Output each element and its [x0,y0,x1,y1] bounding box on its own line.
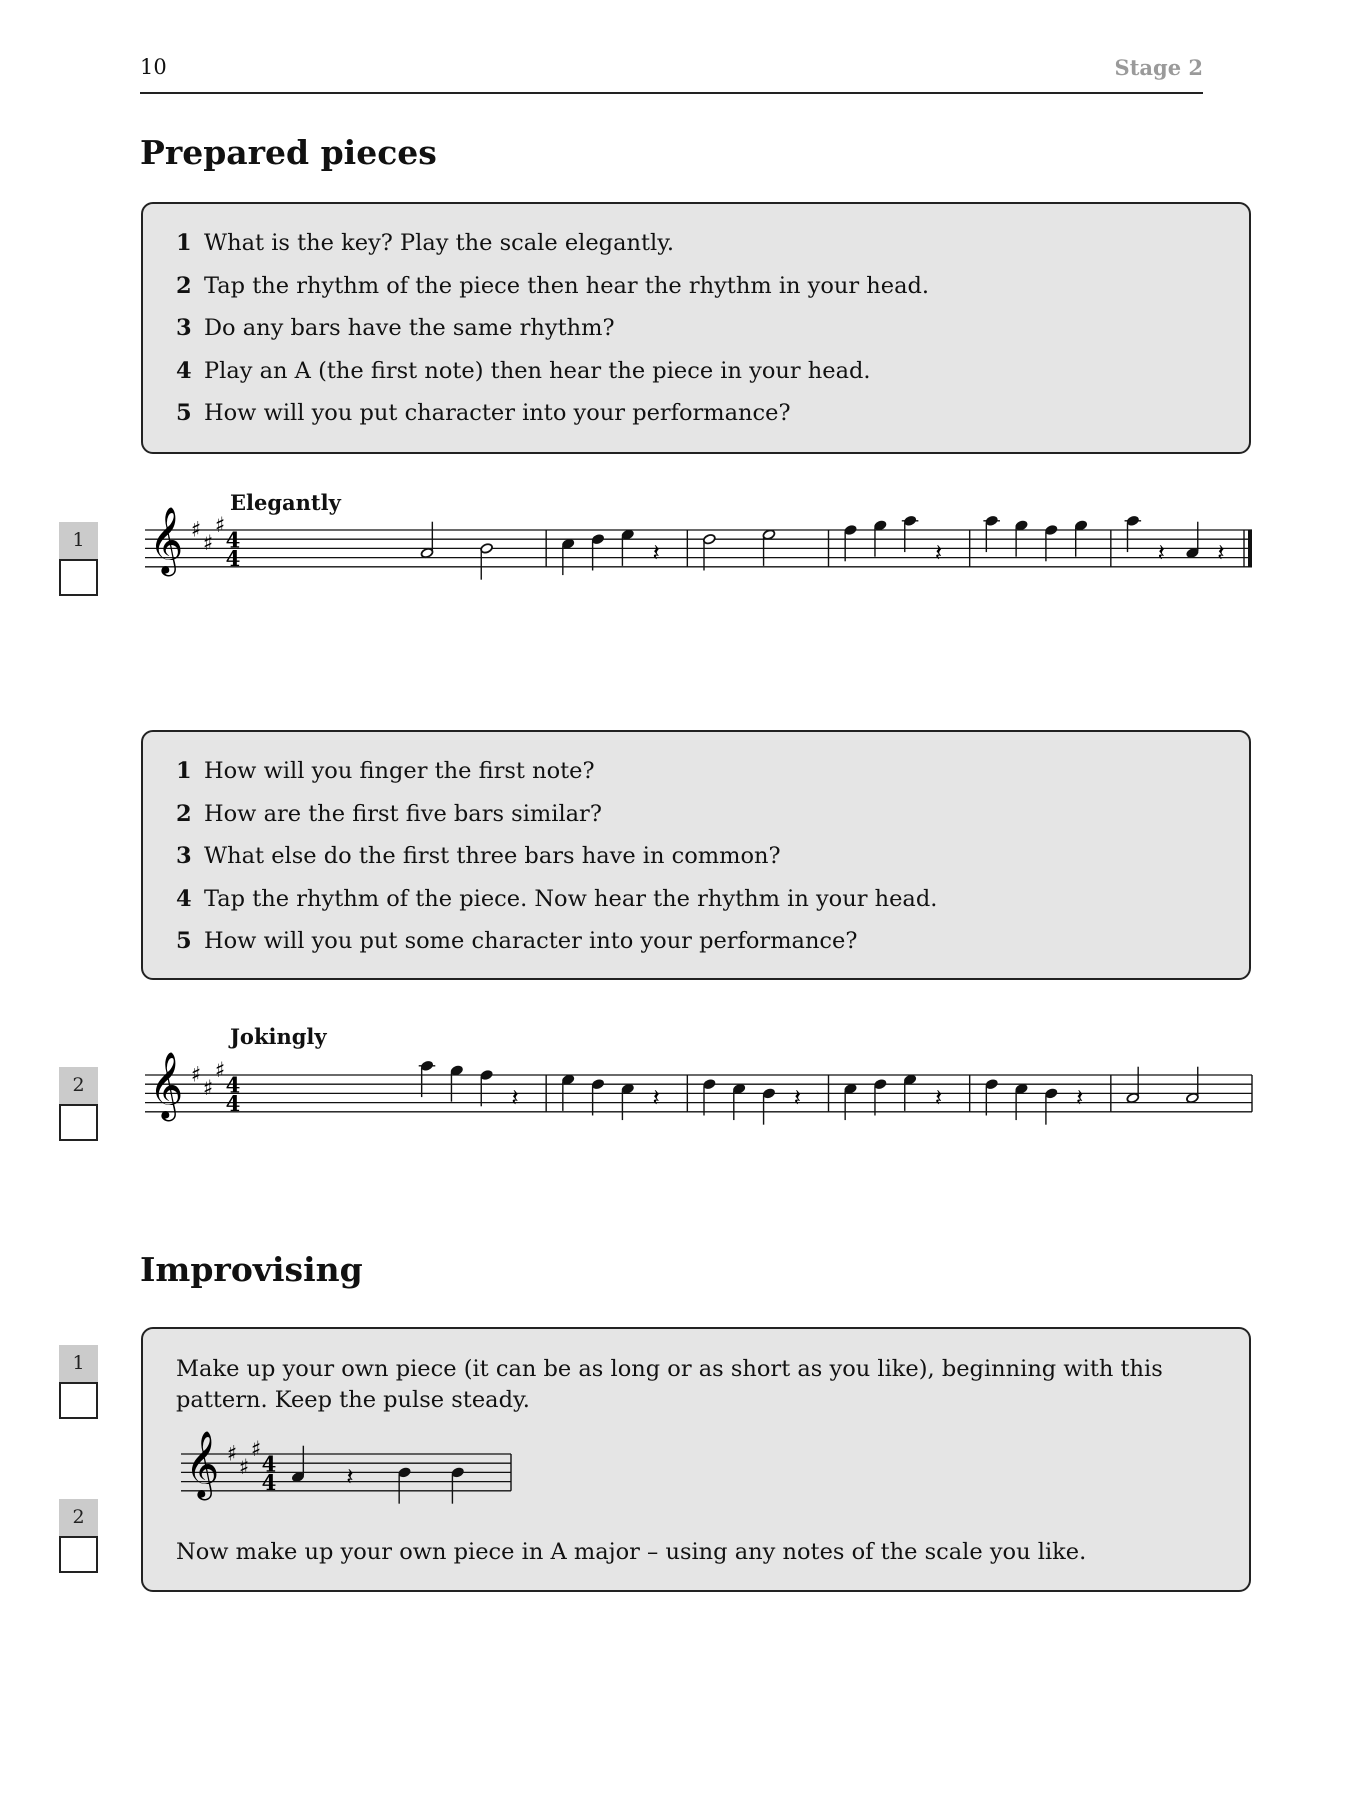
quarter-rest-icon: 𝄽 [934,1083,943,1112]
piece2-staff [140,1040,1255,1150]
checkbox-label: 2 [59,1067,98,1104]
sharp-icon: ♯ [251,1435,262,1461]
piece1-checkbox[interactable] [59,522,98,596]
improvising-checkbox-1[interactable] [59,1345,98,1419]
improvising-instruction-2: Now make up your own piece in A major – using any notes of the scale you like. [176,1539,1087,1565]
question-number: 3 [176,843,192,869]
piece2-questions-box [141,730,1251,980]
quarter-rest-icon: 𝄽 [1076,1083,1084,1112]
question-number: 2 [176,800,192,827]
question-item [176,230,929,273]
header-rule [140,92,1203,94]
question-item [176,315,929,358]
question-text: Tap the rhythm of the piece then hear the rhythm in your head. [204,272,930,299]
page-number: 10 [140,55,167,79]
quarter-rest-icon: 𝄽 [652,1083,660,1112]
question-item [176,358,929,401]
question-number: 3 [176,315,192,341]
question-item [176,273,929,316]
question-number: 2 [176,272,192,299]
piece2-tempo-marking: Jokingly [230,1024,327,1049]
sharp-icon: ♯ [215,1056,226,1082]
question-number: 4 [176,885,192,912]
question-item [176,801,937,844]
sharp-icon: ♯ [215,511,226,537]
improvising-instruction-1: Make up your own piece (it can be as long or as short as you like), beginning with this pattern. Keep the pulse steady. [176,1356,1163,1413]
question-item [176,400,929,443]
question-number: 5 [176,928,192,954]
checkbox-square[interactable] [59,559,98,596]
question-text: Tap the rhythm of the piece. Now hear the rhythm in your head. [204,885,938,912]
sharp-icon: ♯ [191,516,202,542]
checkbox-square[interactable] [59,1536,98,1573]
quarter-rest-icon: 𝄽 [934,538,943,567]
question-number: 1 [176,758,192,784]
prepared-pieces-heading: Prepared pieces [140,133,437,172]
checkbox-label: 1 [59,1345,98,1382]
question-number: 5 [176,400,192,426]
quarter-rest-icon: 𝄽 [1157,538,1165,567]
piece1-tempo-marking: Elegantly [230,490,341,515]
question-text: How will you put character into your performance? [204,400,791,426]
question-text: How will you put some character into your performance? [204,928,858,954]
checkbox-label: 2 [59,1499,98,1536]
time-signature-digit: 4 [225,545,241,571]
piece1-questions [176,230,929,443]
improvising-heading: Improvising [140,1250,363,1289]
sharp-icon: ♯ [203,1075,214,1101]
question-text: Play an A (the first note) then hear the piece in your head. [204,357,871,384]
checkbox-label: 1 [59,522,98,559]
sharp-icon: ♯ [203,530,214,556]
piece1-questions-box [141,202,1251,454]
question-item [176,758,937,801]
piece2-checkbox[interactable] [59,1067,98,1141]
improvising-checkbox-2[interactable] [59,1499,98,1573]
piece2-questions [176,758,937,971]
question-text: How will you finger the first note? [204,758,595,784]
quarter-rest-icon: 𝄽 [1217,538,1225,567]
question-number: 4 [176,357,192,384]
question-item [176,928,937,971]
quarter-rest-icon: 𝄽 [511,1083,519,1112]
time-signature-digit: 4 [261,1451,277,1477]
sharp-icon: ♯ [239,1454,250,1480]
final-bar-line [1248,530,1252,567]
time-signature-digit: 4 [225,1072,241,1098]
treble-clef-icon: 𝄞 [149,1050,184,1119]
time-signature-digit: 4 [225,1090,241,1116]
quarter-rest-icon: 𝄽 [793,1083,802,1112]
sharp-icon: ♯ [227,1440,238,1466]
piece1-staff [140,495,1255,605]
question-text: How are the first five bars similar? [204,800,602,827]
quarter-rest-icon: 𝄽 [652,538,660,567]
sharp-icon: ♯ [191,1061,202,1087]
question-number: 1 [176,230,192,256]
pattern-staff [176,1424,516,1524]
treble-clef-icon: 𝄞 [149,505,184,574]
checkbox-square[interactable] [59,1104,98,1141]
time-signature-digit: 4 [225,527,241,553]
question-text: Do any bars have the same rhythm? [204,315,615,341]
stage-label: Stage 2 [1114,55,1203,80]
question-text: What is the key? Play the scale elegantly. [204,230,675,256]
question-item [176,843,937,886]
question-item [176,886,937,929]
quarter-rest-icon: 𝄽 [346,1462,354,1491]
question-text: What else do the first three bars have in common? [204,843,781,869]
checkbox-square[interactable] [59,1382,98,1419]
treble-clef-icon: 𝄞 [185,1429,220,1498]
improvising-box [141,1327,1251,1592]
time-signature-digit: 4 [261,1469,277,1495]
